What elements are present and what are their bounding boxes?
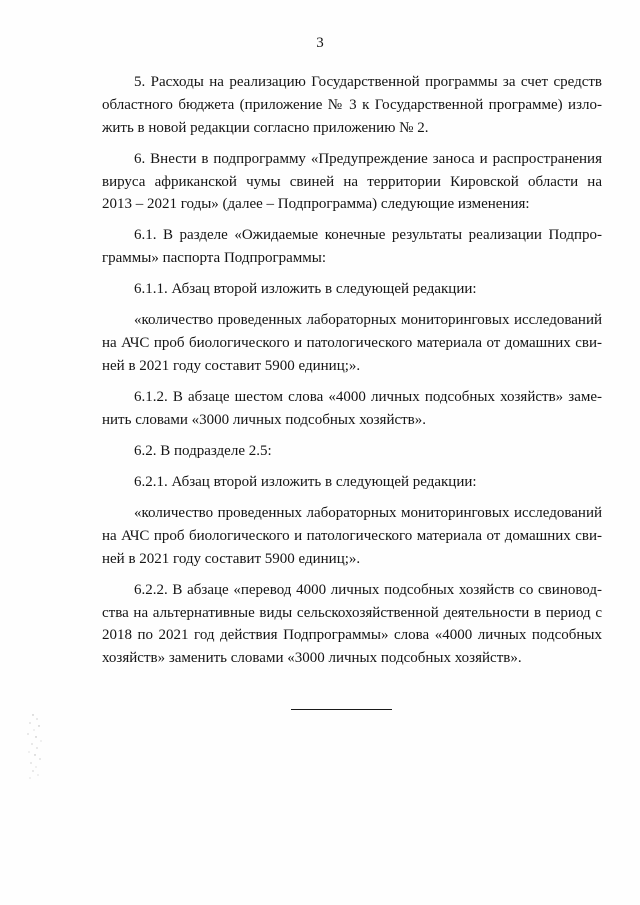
text-line: на АЧС проб биологического и патологического материала от домашних сви- xyxy=(102,335,602,352)
paragraph-p6-1-2 xyxy=(102,386,602,432)
paragraph-p6-1-1-quote xyxy=(102,309,602,378)
text-line: 2018 по 2021 год действия Подпрограммы» слова «4000 личных подсобных xyxy=(102,627,602,644)
paragraph-gap xyxy=(102,494,602,502)
text-line: «количество проведенных лабораторных мониторинговых исследований xyxy=(134,505,602,521)
paragraph-p6-2-2 xyxy=(102,579,602,670)
text-line: 6.2. В подразделе 2.5: xyxy=(134,442,272,459)
paragraph-p6 xyxy=(102,148,602,217)
paragraph-gap xyxy=(102,378,602,386)
paragraph-gap xyxy=(102,571,602,579)
text-line: вируса африканской чумы свиней на территории Кировской области на xyxy=(102,173,602,190)
paragraph-p6-1 xyxy=(102,224,602,270)
scan-artifact xyxy=(24,712,46,780)
paragraph-gap xyxy=(102,301,602,309)
text-line: областного бюджета (приложение № 3 к Государственной программе) изло- xyxy=(102,96,602,113)
end-rule xyxy=(291,709,392,710)
paragraph-p6-2-1-quote xyxy=(102,502,602,571)
text-line: 6.1.1. Абзац второй изложить в следующей редакции: xyxy=(134,281,477,298)
paragraph-gap xyxy=(102,463,602,471)
text-line: 2013 – 2021 годы» (далее – Подпрограмма) следующие изменения: xyxy=(102,196,530,213)
paragraph-gap xyxy=(102,270,602,278)
paragraph-gap xyxy=(102,432,602,440)
document-body xyxy=(102,71,602,670)
page-number: 3 xyxy=(316,35,324,51)
paragraph-p5 xyxy=(102,71,602,140)
text-line: 6.2.1. Абзац второй изложить в следующей редакции: xyxy=(134,473,477,490)
text-line: ства на альтернативные виды сельскохозяйственной деятельности в период с xyxy=(102,604,602,621)
text-line: 6.2.2. В абзаце «перевод 4000 личных подсобных хозяйств со свиновод- xyxy=(134,581,602,598)
text-line: хозяйств» заменить словами «3000 личных подсобных хозяйств». xyxy=(102,650,522,667)
text-line: на АЧС проб биологического и патологического материала от домашних сви- xyxy=(102,527,602,544)
text-line: 6. Внести в подпрограмму «Предупреждение заноса и распространения xyxy=(134,150,602,167)
paragraph-gap xyxy=(102,216,602,224)
paragraph-gap xyxy=(102,140,602,148)
paragraph-p6-2-1 xyxy=(102,471,602,494)
text-line: ней в 2021 году составит 5900 единиц;». xyxy=(102,358,361,375)
text-line: жить в новой редакции согласно приложению № 2. xyxy=(102,119,429,136)
text-line: 5. Расходы на реализацию Государственной программы за счет средств xyxy=(134,74,602,90)
text-line: «количество проведенных лабораторных мониторинговых исследований xyxy=(134,312,602,329)
text-line: 6.1. В разделе «Ожидаемые конечные результаты реализации Подпро- xyxy=(134,227,602,244)
paragraph-p6-2 xyxy=(102,440,602,463)
paragraph-p6-1-1 xyxy=(102,278,602,301)
text-line: нить словами «3000 личных подсобных хозяйств». xyxy=(102,411,427,428)
text-line: ней в 2021 году составит 5900 единиц;». xyxy=(102,550,361,567)
text-line: граммы» паспорта Подпрограммы: xyxy=(102,250,327,267)
text-line: 6.1.2. В абзаце шестом слова «4000 личных подсобных хозяйств» заме- xyxy=(134,389,602,406)
